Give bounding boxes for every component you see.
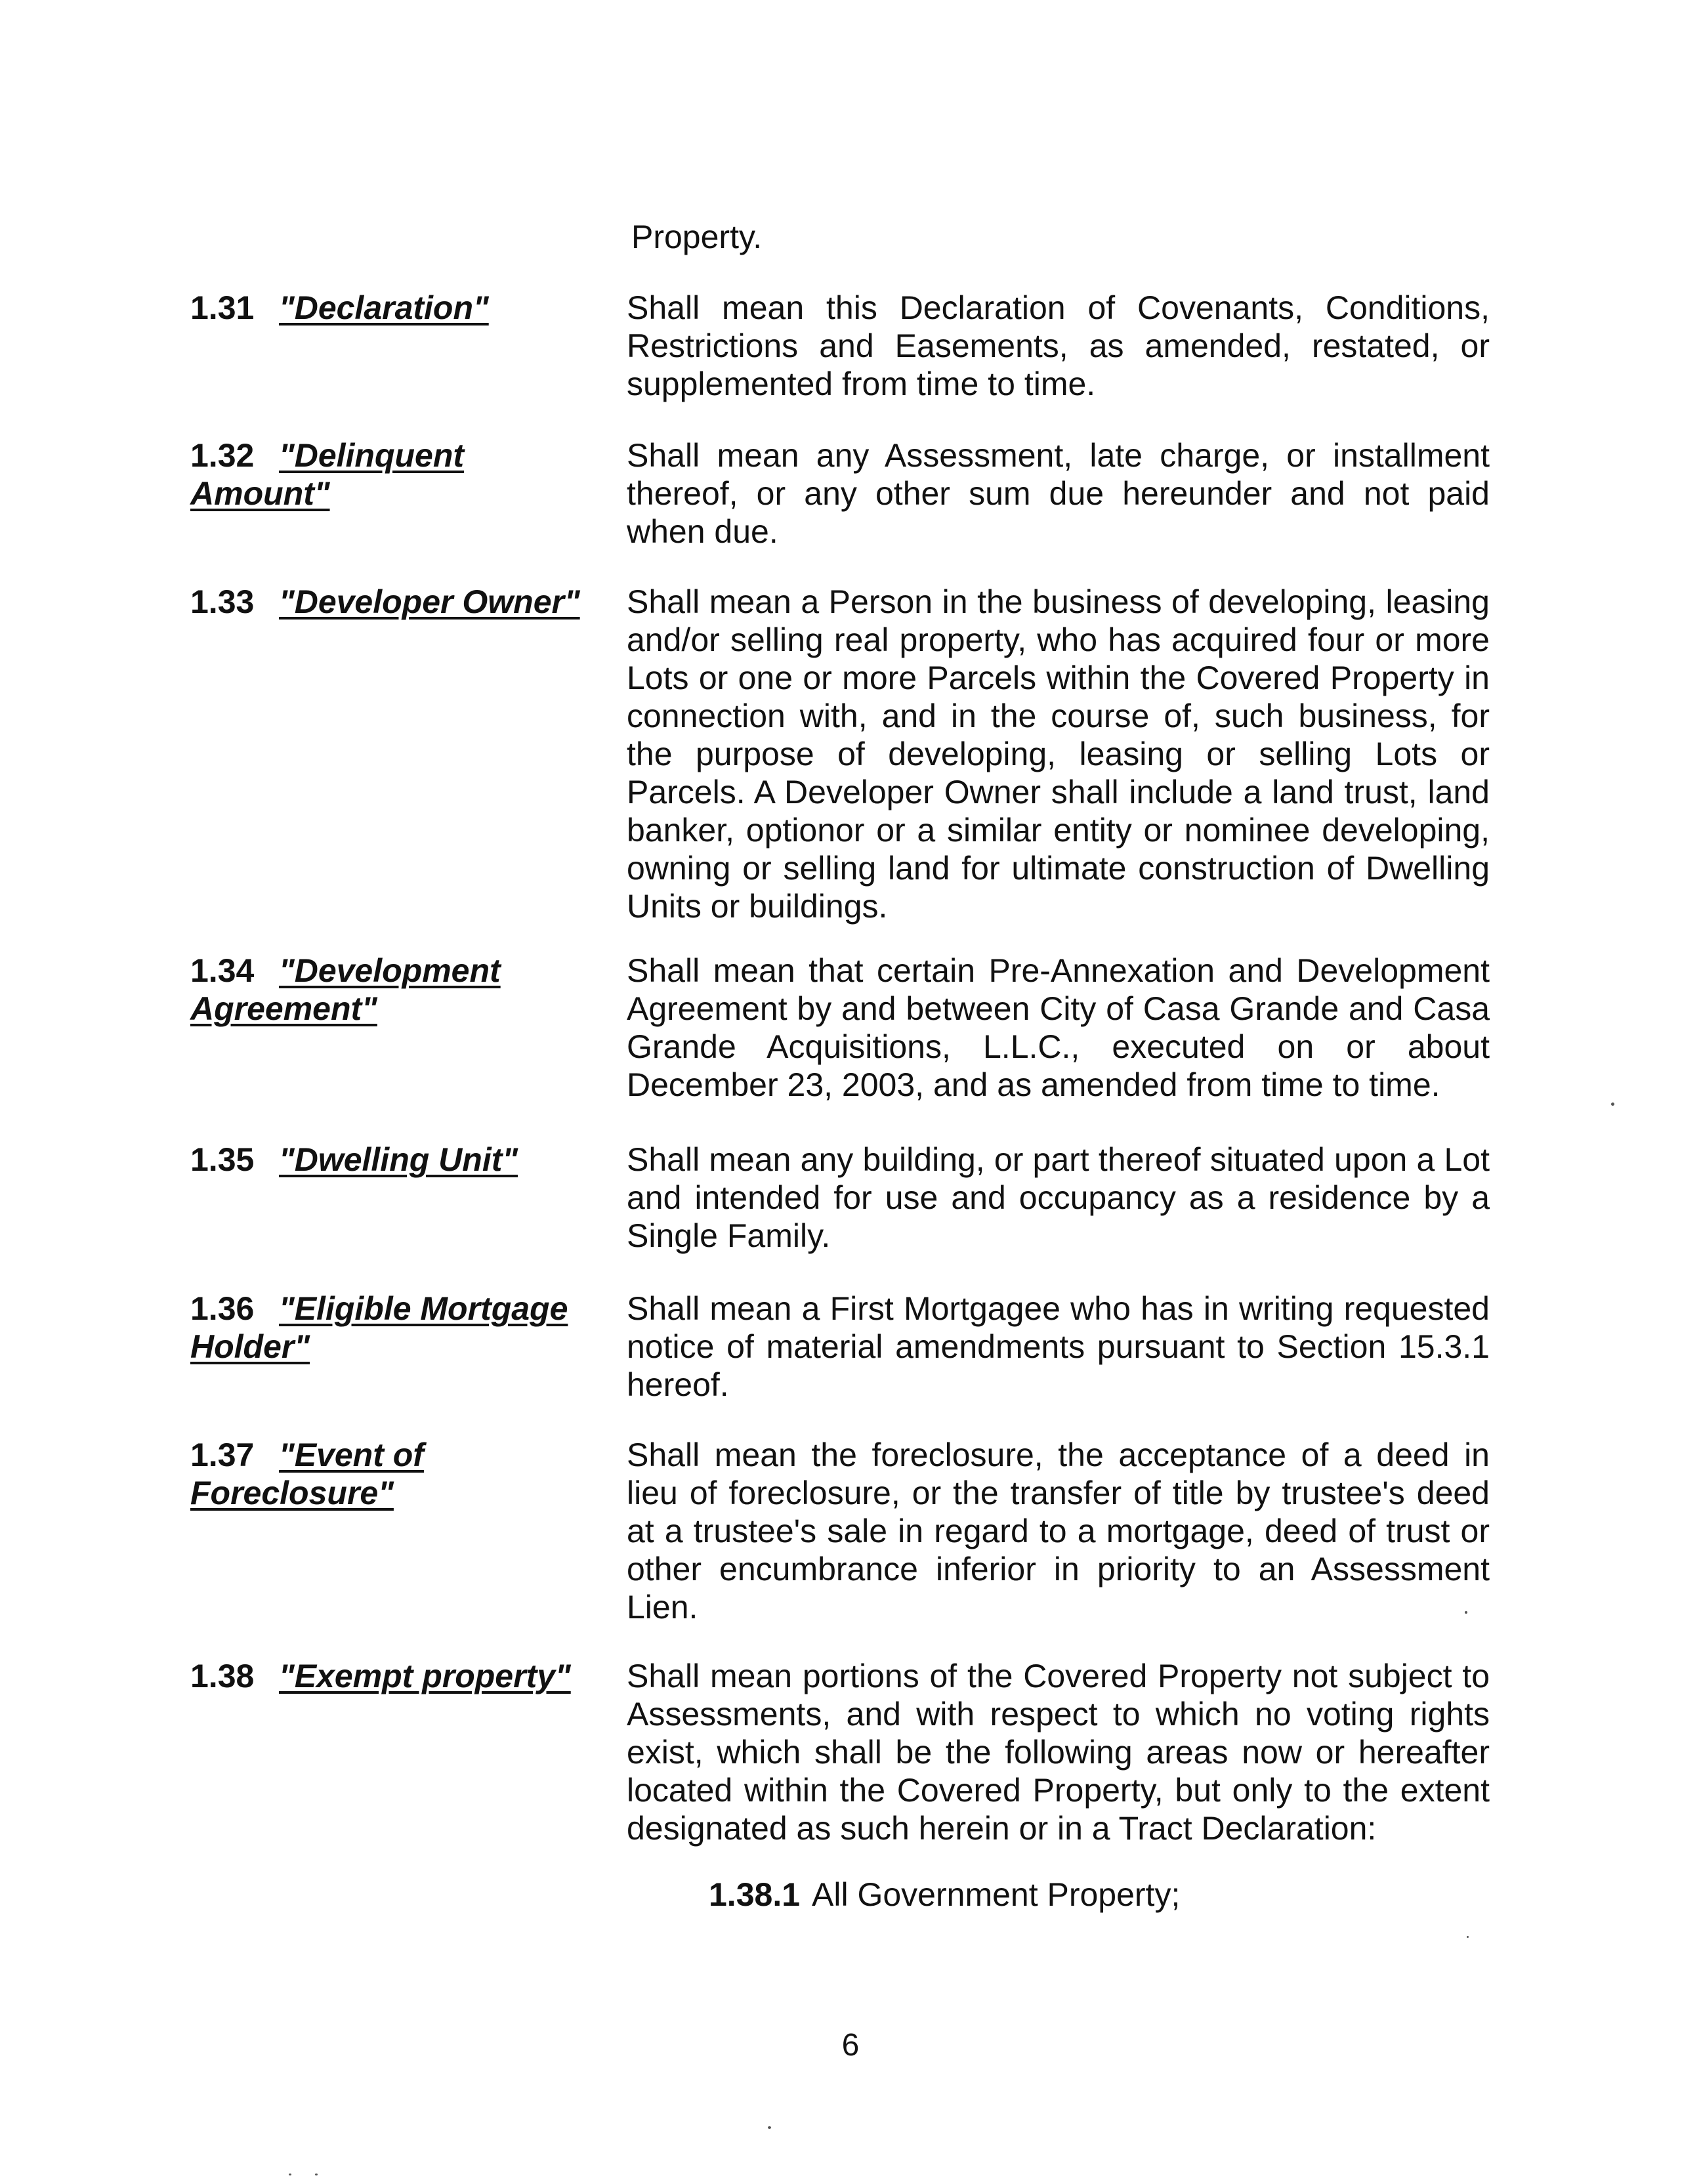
subitem-number: 1.38.1: [709, 1876, 801, 1913]
scan-speck: [1465, 1611, 1467, 1614]
term-label: [190, 1657, 597, 1695]
definition-text: Shall mean portions of the Covered Property not subject to Assessments, and with respect to which no voting rights exist, which shall be the following areas now or hereafter located within the Covered Property, but only to the extent designated as such herein or in a Tract Declaration:: [627, 1658, 1490, 1847]
continuation-text: Property.: [631, 219, 763, 255]
section-number: 1.34: [190, 952, 255, 989]
defined-term: "Delinquent Amount": [190, 437, 465, 512]
scan-speck: [315, 2174, 318, 2175]
scan-speck: [768, 2126, 771, 2129]
section-number: 1.36: [190, 1290, 255, 1327]
section-number: 1.38: [190, 1658, 255, 1694]
definition-text: Shall mean a First Mortgagee who has in writing requested notice of material amendments pursuant to Section 15.3.1 hereof.: [627, 1290, 1490, 1403]
term-label: [190, 1141, 597, 1179]
section-number: 1.31: [190, 289, 255, 326]
page-number: 6: [841, 2028, 860, 2063]
definition-text: Shall mean any Assessment, late charge, or installment thereof, or any other sum due hereunder and not paid when due.: [627, 437, 1490, 550]
section-number: 1.37: [190, 1437, 255, 1473]
section-number: 1.33: [190, 583, 255, 620]
definition-text: Shall mean the foreclosure, the acceptance of a deed in lieu of foreclosure, or the transfer of title by trustee's deed at a trustee's sale in regard to a mortgage, deed of trust or other encumbrance inferior in priority to an Assessment Lien.: [627, 1437, 1490, 1626]
scan-speck: [1467, 1936, 1469, 1938]
term-label: [190, 583, 597, 621]
term-label: [190, 1436, 597, 1512]
definition-text: Shall mean a Person in the business of developing, leasing and/or selling real property, who has acquired four or more Lots or one or more Parcels within the Covered Property in connection with, and in the course of, such business, for the purpose of developing, leasing or selling Lots or Parcels. A Developer Owner shall include a land trust, land banker, optionor or a similar entity or nominee developing, owning or selling land for ultimate construction of Dwelling Units or buildings.: [627, 583, 1490, 925]
term-label: [190, 1290, 597, 1366]
scan-speck: [289, 2174, 291, 2175]
defined-term: "Declaration": [279, 289, 489, 326]
defined-term: "Event of Foreclosure": [190, 1437, 424, 1511]
defined-term: "Eligible Mortgage Holder": [190, 1290, 568, 1365]
term-label: [190, 952, 597, 1028]
defined-term: "Developer Owner": [279, 583, 580, 620]
subitem-1-38-1: [709, 1876, 1180, 1914]
definition-text: Shall mean that certain Pre-Annexation and Development Agreement by and between City of Casa Grande and Casa Grande Acquisitions, L.L.C., executed on or about December 23, 2003, and as amended from time to time.: [627, 952, 1490, 1103]
definition-text: Shall mean this Declaration of Covenants, Conditions, Restrictions and Easements, as amended, restated, or supplemented from time to time.: [627, 289, 1490, 402]
subitem-text: All Government Property;: [812, 1876, 1181, 1913]
defined-term: "Development Agreement": [190, 952, 501, 1027]
definition-text: Shall mean any building, or part thereof situated upon a Lot and intended for use and occupancy as a residence by a Single Family.: [627, 1141, 1490, 1254]
defined-term: "Exempt property": [279, 1658, 571, 1694]
term-label: [190, 436, 597, 513]
defined-term: "Dwelling Unit": [279, 1141, 518, 1178]
section-number: 1.35: [190, 1141, 255, 1178]
term-label: [190, 289, 597, 327]
scan-speck: [1611, 1102, 1614, 1106]
section-number: 1.32: [190, 437, 255, 474]
